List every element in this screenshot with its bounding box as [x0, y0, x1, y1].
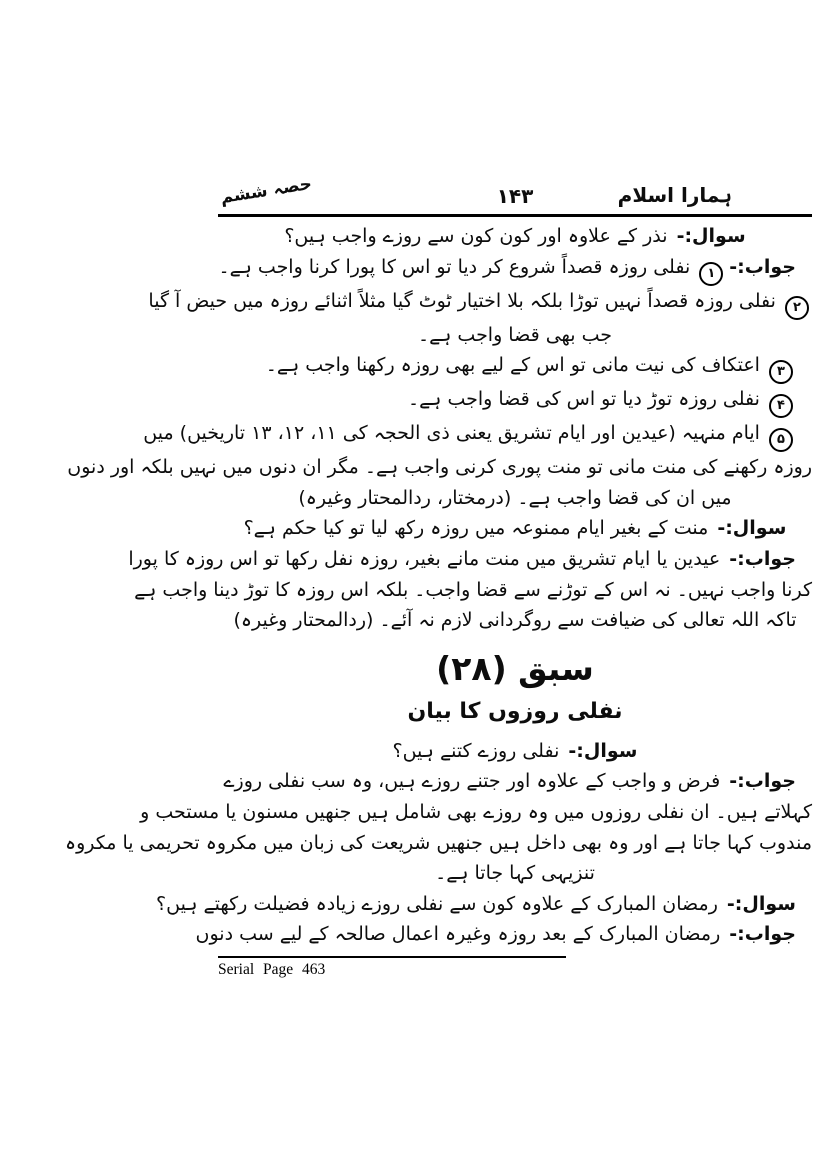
line-text: کہلاتے ہیں۔ ان نفلی روزوں میں وہ روزے بھی شامل ہیں جنھیں مسنون یا مستحب و	[140, 800, 812, 823]
text-line	[218, 605, 812, 636]
line-text: عیدین یا ایام تشریق میں منت مانے بغیر، روزہ نفل رکھا تو اس روزہ کا پورا	[128, 547, 727, 570]
circled-number: ۴	[769, 394, 793, 418]
line-text: روزہ رکھنے کی منت مانی تو منت پوری کرنی واجب ہے۔ مگر ان دنوں میں نہیں بلکہ اور دنوں	[67, 456, 812, 479]
text-line	[218, 736, 812, 767]
line-text: رمضان المبارک کے علاوہ کون سے نفلی روزے زیادہ فضیلت رکھتے ہیں؟	[156, 892, 724, 915]
line-text: تاکہ اللہ تعالی کی ضیافت سے روگردانی لازم نہ آئے۔ (ردالمحتار وغیرہ)	[233, 609, 797, 632]
text-line	[143, 418, 812, 452]
qa-label: جواب:-	[729, 255, 796, 278]
circled-number: ۱	[699, 262, 723, 286]
line-text: رمضان المبارک کے بعد روزہ وغیرہ اعمال صالحہ کے لیے سب دنوں	[195, 923, 727, 946]
text-line	[128, 544, 812, 575]
text-line	[218, 221, 812, 252]
line-text: نفلی روزہ قصداً نہیں توڑا بلکہ بلا اختیار ٹوٹ گیا مثلاً اثنائے روزہ میں حیض آ گیا	[148, 289, 782, 312]
text-line	[218, 252, 812, 286]
text-line	[148, 286, 812, 320]
line-text: مندوب کہا جاتا ہے اور وہ بھی داخل ہیں جنھیں شریعت کی زبان میں مکروہ تحریمی یا مکروہ	[64, 831, 812, 854]
text-line	[218, 483, 812, 514]
line-text: نفلی روزہ قصداً شروع کر دیا تو اس کا پورا کرنا واجب ہے۔	[218, 255, 697, 278]
line-text: نفلی روزہ توڑ دیا تو اس کی قضا واجب ہے۔	[408, 388, 766, 411]
qa-label: جواب:-	[729, 923, 796, 946]
qa-label: سوال:-	[717, 517, 787, 540]
line-text: نذر کے علاوہ اور کون کون سے روزے واجب ہیں؟	[284, 225, 674, 247]
text-line	[67, 452, 812, 483]
text-line	[195, 919, 812, 950]
text-line	[140, 797, 812, 828]
qa-label: سوال:-	[676, 225, 746, 247]
text-line	[218, 320, 812, 351]
line-text: اعتکاف کی نیت مانی تو اس کے لیے بھی روزہ رکھنا واجب ہے۔	[265, 354, 766, 377]
header-page-number: ۱۴۳	[496, 184, 534, 208]
text-line	[218, 858, 812, 889]
line-text: تنزیہی کہا جاتا ہے۔	[435, 862, 595, 885]
line-text: ایام منہیہ (عیدین اور ایام تشریق یعنی ذی الحجہ کی ۱۱، ۱۲، ۱۳ تاریخیں) میں	[143, 422, 766, 445]
line-text: منت کے بغیر ایام ممنوعہ میں روزہ رکھ لیا تو کیا حکم ہے؟	[243, 517, 715, 540]
text-line	[218, 513, 812, 544]
lesson-subtitle: نفلی روزوں کا بیان	[407, 698, 623, 724]
text-line	[218, 384, 812, 418]
circled-number: ۲	[785, 296, 809, 320]
header-book-title: ہمارا اسلام	[617, 183, 732, 207]
page-content	[64, 173, 812, 979]
qa-label: سوال:-	[568, 739, 638, 762]
qa-label: جواب:-	[729, 547, 796, 570]
line-text: فرض و واجب کے علاوہ اور جتنے روزے ہیں، وہ سب نفلی روزے	[223, 770, 727, 793]
line-text: میں ان کی قضا واجب ہے۔ (درمختار، ردالمحتار وغیرہ)	[298, 486, 732, 509]
page-header	[218, 173, 812, 214]
serial-page-label: Serial Page 463	[218, 960, 326, 978]
circled-number: ۵	[769, 428, 793, 452]
text-line	[218, 350, 812, 384]
body-section-1	[67, 221, 812, 636]
circled-number: ۳	[769, 360, 793, 384]
header-rule	[218, 214, 812, 217]
line-text: کرنا واجب نہیں۔ نہ اس کے توڑنے سے قضا واجب۔ بلکہ اس روزہ کا توڑ دینا واجب ہے	[134, 578, 812, 601]
text-line	[134, 575, 812, 606]
text-line	[156, 889, 812, 920]
header-part-title: حصہ ششم	[219, 173, 314, 209]
text-line	[64, 828, 812, 859]
footer-rule	[218, 956, 566, 958]
lesson-title: سبق (۲۸)	[436, 648, 594, 688]
qa-label: سوال:-	[726, 892, 796, 915]
line-text: جب بھی قضا واجب ہے۔	[417, 323, 613, 346]
text-line	[218, 766, 812, 797]
line-text: نفلی روزے کتنے ہیں؟	[392, 739, 566, 762]
qa-label: جواب:-	[729, 770, 796, 793]
page-footer	[218, 956, 812, 979]
body-section-2	[64, 736, 812, 950]
